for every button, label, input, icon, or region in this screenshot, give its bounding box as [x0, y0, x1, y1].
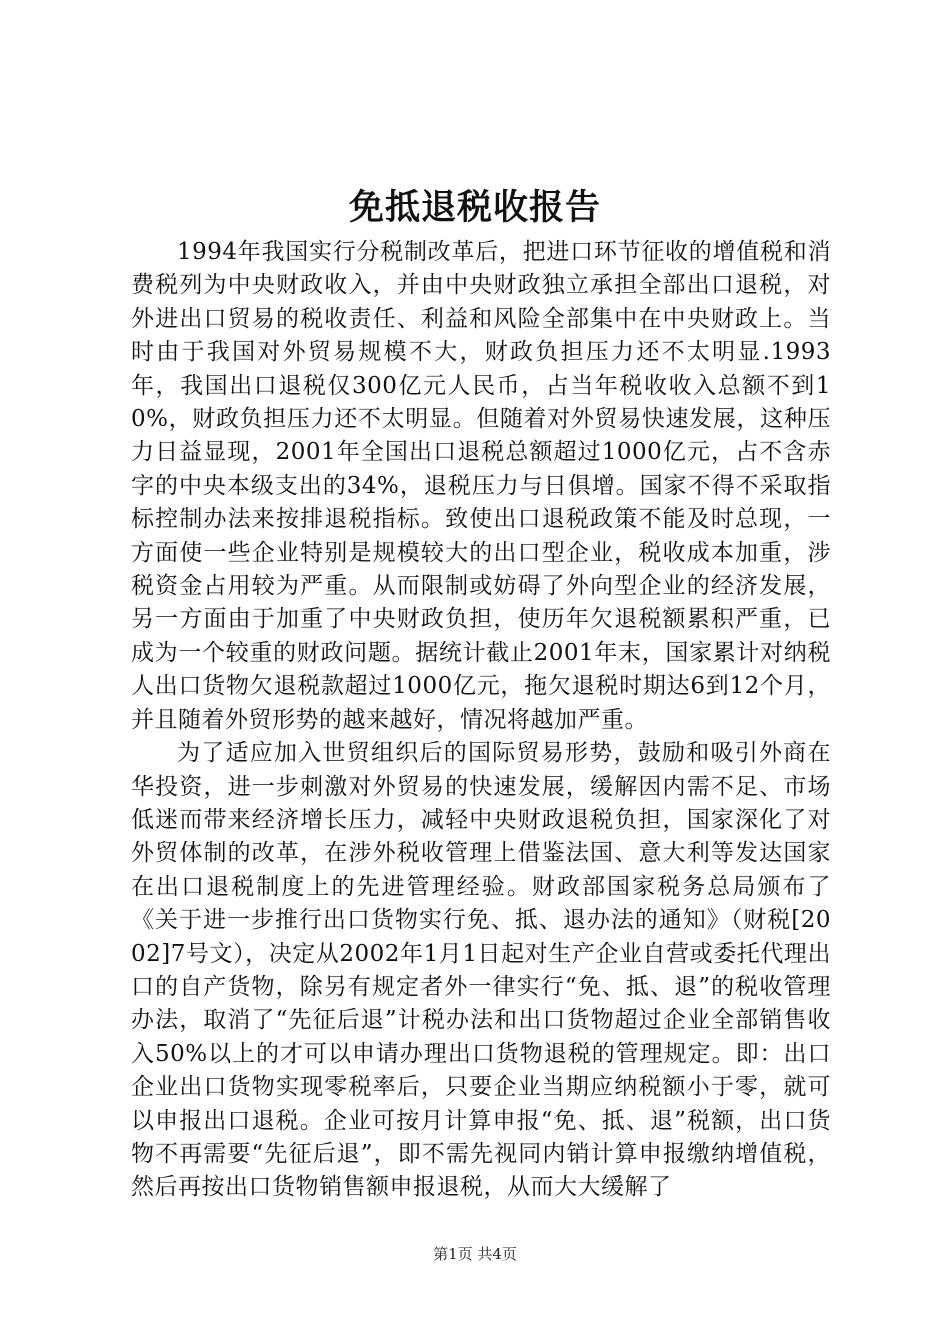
document-title: 免抵退税收报告: [348, 187, 601, 228]
document-body: [131, 236, 831, 1205]
paragraph: 为了适应加入世贸组织后的国际贸易形势，鼓励和吸引外商在华投资，进一步刺激对外贸易的快速发展，缓解因内需不足、市场低迷而带来经济增长压力，减轻中央财政退税负担，国家深化了对外贸体制的改革，在涉外税收管理上借鉴法国、意大利等发达国家在出口退税制度上的先进管理经验。财政部国家税务总局颁布了《关于进一步推行出口货物实行免、抵、退办法的通知》（财税[2002]7号文），决定从2002年1月1日起对生产企业自营或委托代理出口的自产货物，除另有规定者外一律实行“免、抵、退”的税收管理办法，取消了“先征后退”计税办法和出口货物超过企业全部销售收入50%以上的才可以申请办理出口货物退税的管理规定。即：出口企业出口货物实现零税率后，只要企业当期应纳税额小于零，就可以申报出口退税。企业可按月计算申报“免、抵、退”税额，出口货物不再需要“先征后退”，即不需先视同内销计算申报缴纳增值税，然后再按出口货物销售额申报退税，从而大大缓解了: [131, 740, 831, 1201]
page-number-footer: 第1页 共4页: [433, 1245, 517, 1263]
paragraph: 1994年我国实行分税制改革后，把进口环节征收的增值税和消费税列为中央财政收入，并由中央财政独立承担全部出口退税，对外进出口贸易的税收责任、利益和风险全部集中在中央财政上。当时由于我国对外贸易规模不大，财政负担压力还不太明显.1993年，我国出口退税仅300亿元人民币，占当年税收收入总额不到10%，财政负担压力还不太明显。但随着对外贸易快速发展，这种压力日益显现，2001年全国出口退税总额超过1000亿元，占不含赤字的中央本级支出的34%，退税压力与日俱增。国家不得不采取指标控制办法来按排退税指标。致使出口退税政策不能及时总现，一方面使一些企业特别是规模较大的出口型企业，税收成本加重，涉税资金占用较为严重。从而限制或妨碍了外向型企业的经济发展，另一方面由于加重了中央财政负担，使历年欠退税额累积严重，已成为一个较重的财政问题。据统计截止2001年末，国家累计对纳税人出口货物欠退税款超过1000亿元，拖欠退税时期达6到12个月，并且随着外贸形势的越来越好，情况将越加严重。: [131, 239, 831, 733]
